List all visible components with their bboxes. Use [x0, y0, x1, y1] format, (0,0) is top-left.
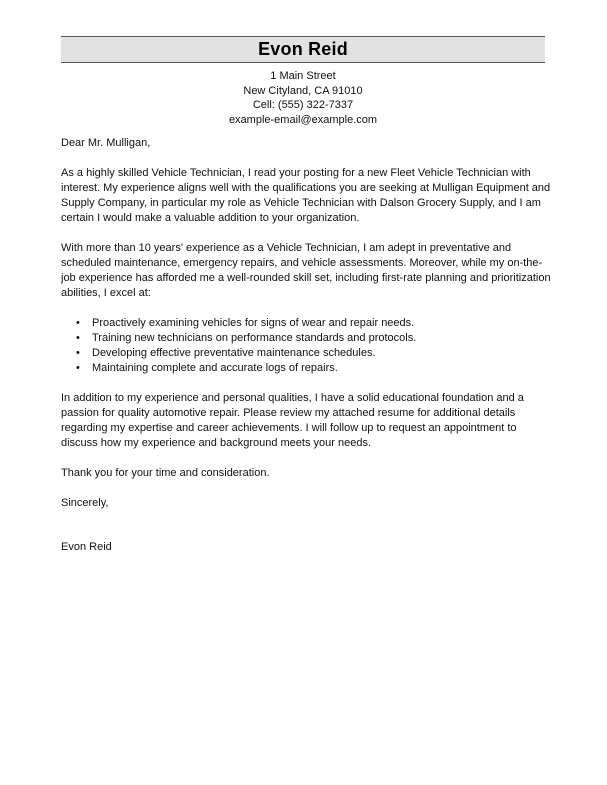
contact-email: example-email@example.com: [228, 113, 378, 126]
list-item-text: Proactively examining vehicles for signs of wear and repair needs.: [92, 317, 415, 329]
letter-body: [61, 136, 551, 555]
list-item: [61, 316, 551, 331]
list-item: [61, 346, 551, 361]
list-item-text: Developing effective preventative maintenance schedules.: [92, 347, 376, 359]
skills-list: [61, 316, 551, 376]
applicant-name: Evon Reid: [258, 39, 348, 59]
bullet-icon: •: [76, 317, 80, 329]
list-item-text: Maintaining complete and accurate logs of repairs.: [92, 362, 338, 374]
salutation: Dear Mr. Mulligan,: [61, 137, 151, 149]
list-item-text: Training new technicians on performance standards and protocols.: [92, 332, 417, 344]
contact-street: 1 Main Street: [270, 70, 336, 82]
closing-line: Sincerely,: [61, 497, 109, 509]
paragraph-intro: As a highly skilled Vehicle Technician, I read your posting for a new Fleet Vehicle Technician with interest. My experience aligns well with the qualifications you are seeking at Mulligan Equipment and Supply Company, in particular my role as Vehicle Technician with Dalson Grocery Supply, and I am certain I would make a valuable addition to your organization.: [61, 167, 551, 224]
contact-city: New Cityland, CA 91010: [243, 84, 363, 97]
list-item: [61, 361, 551, 376]
paragraph-experience: With more than 10 years' experience as a Vehicle Technician, I am adept in preventative and scheduled maintenance, emergency repairs, and vehicle assessments. Moreover, while my on-the-job experience has afforded me a well-rounded skill set, including first-rate planning and prioritization abilities, I excel at:: [61, 242, 551, 299]
bullet-icon: •: [76, 332, 80, 344]
signature-name: Evon Reid: [61, 541, 112, 553]
paragraph-education: In addition to my experience and personal qualities, I have a solid educational foundation and a passion for quality automotive repair. Please review my attached resume for additional details regarding my expertise and career achievements. I will follow up to request an appointment to discuss how my experience and background meets your needs.: [61, 392, 524, 449]
contact-cell: Cell: (555) 322-7337: [252, 99, 354, 111]
bullet-icon: •: [76, 347, 80, 359]
bullet-icon: •: [76, 362, 80, 374]
name-header-bar: [61, 36, 545, 63]
list-item: [61, 331, 551, 346]
thanks-line: Thank you for your time and consideration.: [61, 467, 270, 479]
contact-block: [61, 69, 545, 127]
